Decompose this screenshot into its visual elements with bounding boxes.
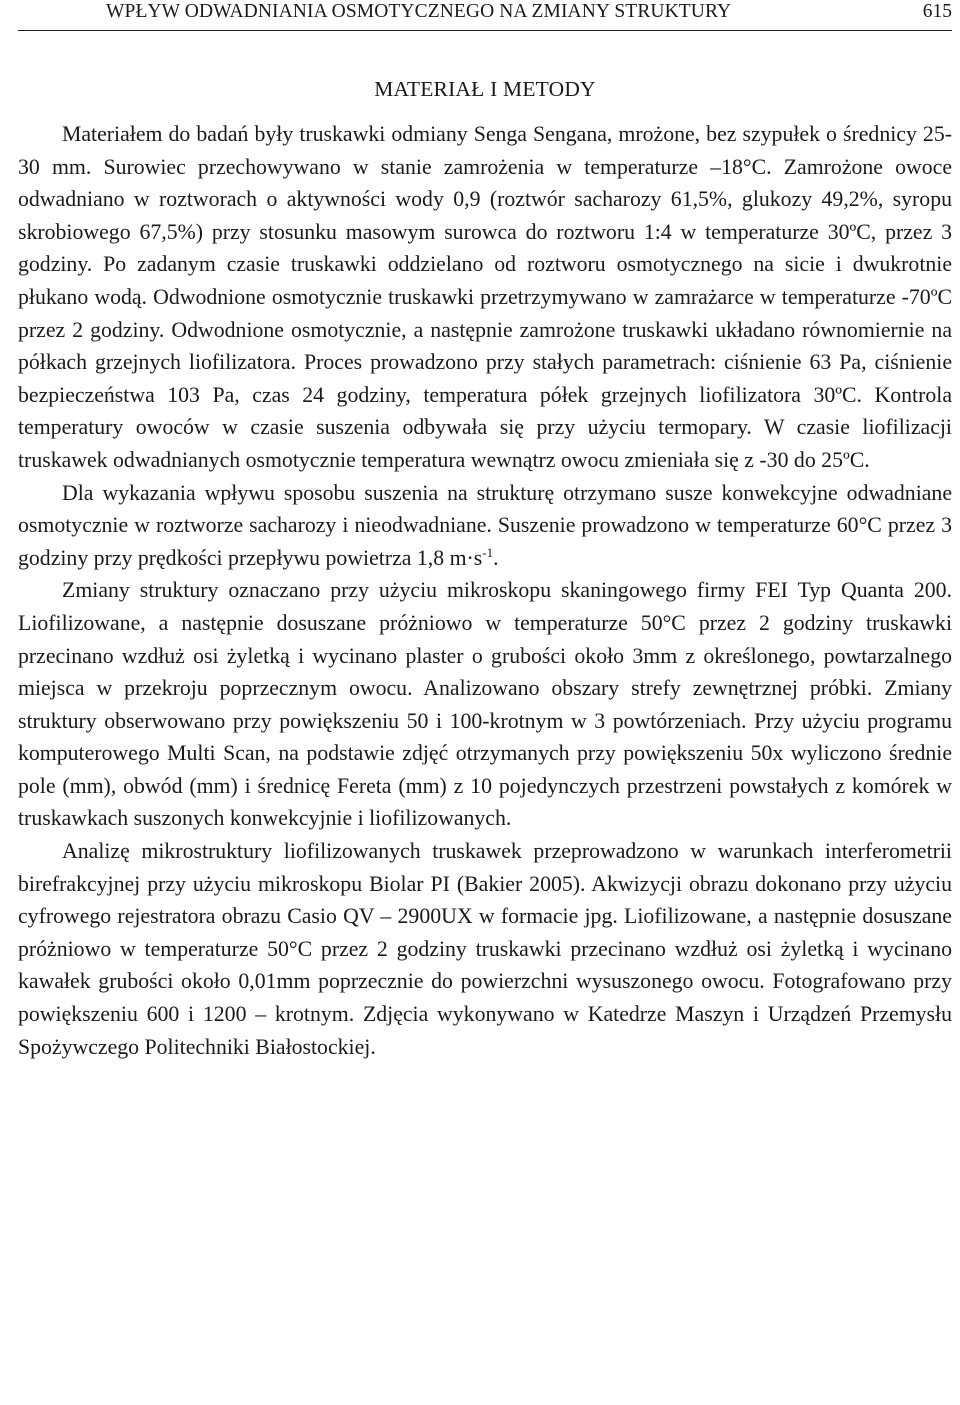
running-title: WPŁYW ODWADNIANIA OSMOTYCZNEGO NA ZMIANY STRUKTURY bbox=[106, 1, 732, 22]
paragraph-text: Dla wykazania wpływu sposobu suszenia na strukturę otrzymano susze konwekcyjne odwadniane osmotycznie w roztworze sacharozy i nieodwadniane. Suszenie prowadzono w temperaturze 60°C przez 3 godziny przy prędkości przepływu powietrza 1,8 m·s bbox=[18, 480, 952, 570]
superscript: -1 bbox=[482, 544, 494, 560]
running-header bbox=[18, 0, 952, 31]
paragraph-text: Materiałem do badań były truskawki odmiany Senga Sengana, mrożone, bez szypułek o średnicy 25-30 mm. Surowiec przechowywano w stanie zamrożenia w temperaturze –18°C. Zamrożone owoce odwadniano w roztworach o aktywności wody 0,9 (roztwór sacharozy 61,5%, glukozy 49,2%, syropu skrobiowego 67,5%) przy stosunku masowym surowca do roztworu 1:4 w temperaturze 30ºC, przez 3 godziny. Po zadanym czasie truskawki oddzielano od roztworu osmotycznego na sicie i dwukrotnie płukano wodą. Odwodnione osmotycznie truskawki przetrzymywano w zamrażarce w temperaturze -70ºC przez 2 godziny. Odwodnione osmotycznie, a następnie zamrożone truskawki układano równomiernie na półkach grzejnych liofilizatora. Proces prowadzono przy stałych parametrach: ciśnienie 63 Pa, ciśnienie bezpieczeństwa 103 Pa, czas 24 godziny, temperatura półek grzejnych liofilizatora 30ºC. Kontrola temperatury owoców w czasie suszenia odbywała się przy użyciu termopary. W czasie liofilizacji truskawek odwadnianych osmotycznie temperatura wewnątrz owocu zmieniała się z -30 do 25ºC. bbox=[18, 122, 952, 472]
paragraph-microstructure-analysis bbox=[18, 835, 952, 1063]
paragraph-text: Analizę mikrostruktury liofilizowanych truskawek przeprowadzono w warunkach interferometrii birefrakcyjnej przy użyciu mikroskopu Biolar PI (Bakier 2005). Akwizycji obrazu dokonano przy użyciu cyfrowego rejestratora obrazu Casio QV – 2900UX w formacie jpg. Liofilizowane, a następnie dosuszane próżniowo w temperaturze 50°C przez 2 godziny truskawki przecinano wzdłuż osi żyletką i wycinano kawałek grubości około 0,01mm poprzecznie do powierzchni wysuszonego owocu. Fotografowano przy powiększeniu 600 i 1200 – krotnym. Zdjęcia wykonywano w Katedrze Maszyn i Urządzeń Przemysłu Spożywczego Politechniki Białostockiej. bbox=[18, 839, 952, 1059]
paragraph-materials bbox=[18, 118, 952, 477]
paragraph-tail: . bbox=[493, 545, 499, 570]
paragraph-convective-drying bbox=[18, 477, 952, 575]
paragraph-sem-analysis bbox=[18, 574, 952, 835]
page-number: 615 bbox=[922, 1, 952, 22]
section-title: MATERIAŁ I METODY bbox=[374, 77, 596, 101]
paragraph-text: Zmiany struktury oznaczano przy użyciu mikroskopu skaningowego firmy FEI Typ Quanta 200. Liofilizowane, a następnie dosuszane próżniowo w temperaturze 50°C przez 2 godziny truskawki przecinano wzdłuż osi żyletką i wycinano plaster o grubości około 3mm z określonego, powtarzalnego miejsca w przekroju poprzecznym owocu. Analizowano obszary strefy zewnętrznej próbki. Zmiany struktury obserwowano przy powiększeniu 50 i 100-krotnym w 3 powtórzeniach. Przy użyciu programu komputerowego Multi Scan, na podstawie zdjęć otrzymanych przy powiększeniu 50x wyliczono średnie pole (mm), obwód (mm) i średnicę Fereta (mm) z 10 pojedynczych przestrzeni powstałych z komórek w truskawkach suszonych konwekcyjnie i liofilizowanych. bbox=[18, 578, 952, 831]
document-page bbox=[18, 0, 952, 1063]
